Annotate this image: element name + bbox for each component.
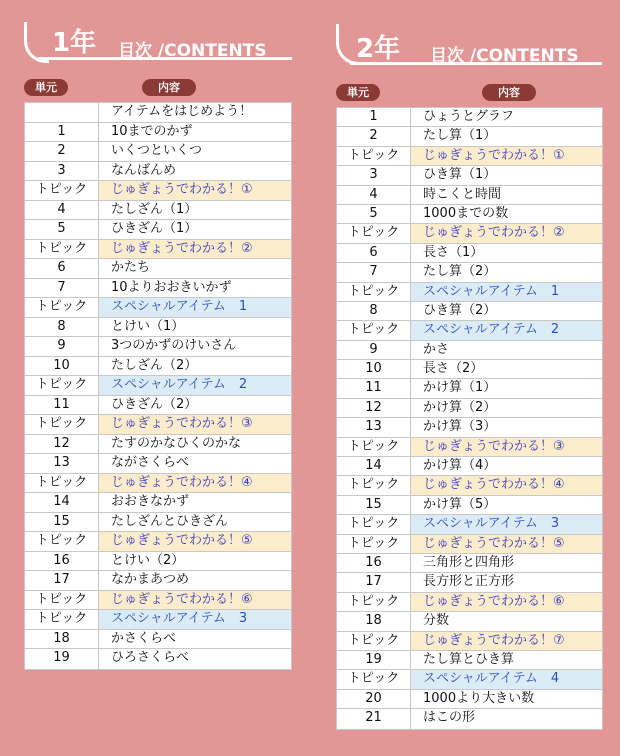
table-row — [25, 493, 291, 513]
content-cell: 1000より大きい数 — [423, 690, 535, 706]
table-row — [25, 298, 291, 318]
table-row — [337, 632, 602, 651]
content-cell: 三角形と四角形 — [423, 554, 515, 570]
topic-cell: じゅぎょうでわかる！④ — [99, 474, 291, 493]
unit-cell: 14 — [25, 493, 99, 512]
table-row — [337, 496, 602, 515]
table-row — [337, 709, 602, 728]
content-cell: はこの形 — [423, 710, 476, 726]
table-row — [25, 474, 291, 494]
unit-cell: 5 — [337, 205, 411, 223]
grade1-title: 1年 — [52, 28, 97, 58]
special-item-cell: スペシャルアイテム 1 — [411, 283, 602, 301]
unit-cell: トピック — [337, 535, 411, 553]
unit-cell: トピック — [337, 224, 411, 242]
table-row — [337, 554, 602, 573]
content-cell: たし算とひき算 — [423, 651, 515, 667]
table-row — [337, 535, 602, 554]
unit-cell: 5 — [25, 220, 99, 239]
table-row — [25, 649, 291, 669]
table-row — [337, 690, 602, 709]
table-row — [25, 123, 291, 143]
table-row — [337, 418, 602, 437]
unit-cell: 6 — [25, 259, 99, 278]
unit-cell: 19 — [25, 649, 99, 669]
topic-cell: じゅぎょうでわかる！② — [99, 240, 291, 259]
topic-cell: じゅぎょうでわかる！⑦ — [411, 632, 602, 650]
unit-cell: 18 — [337, 612, 411, 630]
unit-cell: トピック — [25, 376, 99, 395]
content-cell: なんばんめ — [111, 162, 177, 178]
topic-cell: じゅぎょうでわかる！④ — [411, 476, 602, 494]
content-cell: たしざんとひきざん — [111, 513, 229, 529]
unit-cell: 15 — [25, 513, 99, 532]
topic-cell: じゅぎょうでわかる！② — [411, 224, 602, 242]
unit-cell: トピック — [25, 610, 99, 629]
unit-cell: トピック — [337, 438, 411, 456]
content-cell: たしざん（2） — [111, 357, 198, 373]
topic-cell: じゅぎょうでわかる！⑤ — [99, 532, 291, 551]
table-row — [25, 571, 291, 591]
table-row — [337, 108, 602, 127]
content-cell: ひき算（1） — [423, 167, 497, 183]
unit-cell: 9 — [337, 341, 411, 359]
content-cell: かさくらべ — [111, 630, 177, 646]
unit-cell: 1 — [337, 108, 411, 126]
unit-cell: 2 — [25, 142, 99, 161]
unit-cell: 13 — [337, 418, 411, 436]
special-item-cell: スペシャルアイテム 1 — [99, 298, 291, 317]
unit-cell: 10 — [337, 360, 411, 378]
content-cell: たしざん（1） — [111, 201, 198, 217]
table-row — [337, 186, 602, 205]
table-row — [337, 360, 602, 379]
content-cell: なかまあつめ — [111, 572, 190, 587]
table-row — [337, 593, 602, 612]
table-row — [337, 302, 602, 321]
content-cell: 10よりおおきいかず — [111, 279, 232, 295]
content-cell: ひきざん（2） — [111, 396, 198, 412]
table-row — [25, 610, 291, 630]
content-cell: 長さ（1） — [423, 244, 484, 260]
content-cell: かさ — [423, 341, 450, 357]
table-row — [337, 476, 602, 495]
unit-cell: 3 — [337, 166, 411, 184]
topic-cell: じゅぎょうでわかる！⑥ — [99, 591, 291, 610]
table-row — [337, 515, 602, 534]
unit-cell: トピック — [25, 240, 99, 259]
unit-cell — [25, 103, 99, 122]
unit-cell: トピック — [337, 147, 411, 165]
content-cell: かけ算（1） — [423, 380, 497, 396]
table-row — [337, 670, 602, 689]
unit-cell: 11 — [337, 379, 411, 397]
content-cell: 1000までの数 — [423, 205, 509, 221]
table-row — [337, 205, 602, 224]
table-row — [25, 279, 291, 299]
unit-cell: 17 — [25, 571, 99, 590]
contents-label: 目次 /CONTENTS — [430, 46, 579, 66]
unit-cell: トピック — [25, 474, 99, 493]
unit-cell: 13 — [25, 454, 99, 473]
unit-cell: トピック — [337, 321, 411, 339]
grade2-title: 2年 — [356, 34, 401, 64]
content-cell: ひきざん（1） — [111, 221, 198, 236]
grade2-table — [336, 107, 603, 730]
topic-cell: じゅぎょうでわかる！③ — [99, 415, 291, 434]
table-row — [337, 341, 602, 360]
special-item-cell: スペシャルアイテム 3 — [411, 515, 602, 533]
table-row — [25, 220, 291, 240]
unit-cell: 19 — [337, 651, 411, 669]
content-cell: 10までのかず — [111, 123, 193, 139]
unit-cell: 8 — [25, 318, 99, 337]
unit-cell: 3 — [25, 162, 99, 181]
topic-cell: じゅぎょうでわかる！⑤ — [411, 535, 602, 553]
table-row — [25, 396, 291, 416]
special-item-cell: スペシャルアイテム 3 — [99, 610, 291, 629]
unit-cell: 7 — [337, 263, 411, 281]
content-cell: ひき算（2） — [423, 302, 497, 318]
contents-label: 目次 /CONTENTS — [118, 41, 267, 61]
unit-cell: トピック — [337, 593, 411, 611]
content-cell: とけい（1） — [111, 318, 185, 334]
grade2-column — [336, 0, 602, 726]
table-row — [337, 399, 602, 418]
unit-cell: 12 — [337, 399, 411, 417]
table-row — [25, 532, 291, 552]
unit-cell: トピック — [337, 670, 411, 688]
content-cell: たし算（2） — [423, 264, 497, 280]
table-row — [25, 201, 291, 221]
table-row — [25, 357, 291, 377]
table-row — [25, 337, 291, 357]
content-cell: 長さ（2） — [423, 361, 484, 377]
table-row — [337, 224, 602, 243]
table-row — [25, 552, 291, 572]
table-row — [337, 127, 602, 146]
unit-cell: 4 — [337, 186, 411, 204]
unit-cell: 16 — [25, 552, 99, 571]
table-row — [25, 103, 291, 123]
topic-cell: じゅぎょうでわかる！① — [411, 147, 602, 165]
unit-cell: トピック — [25, 298, 99, 317]
unit-cell: トピック — [337, 515, 411, 533]
content-cell: 3つのかずのけいさん — [111, 338, 237, 353]
table-row — [337, 244, 602, 263]
content-cell: ながさくらべ — [111, 455, 190, 470]
content-cell: かけ算（4） — [423, 458, 497, 474]
content-column-pill: 内容 — [482, 84, 536, 101]
grade2-header — [336, 0, 602, 70]
grade1-table — [24, 102, 292, 670]
content-cell: たし算（1） — [423, 128, 497, 144]
special-item-cell: スペシャルアイテム 2 — [99, 376, 291, 395]
content-cell: 分数 — [423, 613, 450, 629]
table-row — [25, 259, 291, 279]
table-row — [337, 651, 602, 670]
content-cell: 長方形と正方形 — [423, 574, 515, 590]
content-cell: 時こくと時間 — [423, 186, 502, 202]
content-cell: アイテムをはじめよう！ — [111, 104, 253, 119]
table-row — [337, 438, 602, 457]
table-row — [337, 612, 602, 631]
unit-cell: 7 — [25, 279, 99, 298]
special-item-cell: スペシャルアイテム 4 — [411, 670, 602, 688]
table-row — [337, 147, 602, 166]
unit-cell: 1 — [25, 123, 99, 142]
unit-cell: 12 — [25, 435, 99, 454]
grade1-column — [24, 0, 292, 665]
unit-cell: 20 — [337, 690, 411, 708]
unit-column-pill: 単元 — [336, 84, 380, 101]
table-row — [337, 166, 602, 185]
table-row — [25, 318, 291, 338]
content-cell: おおきなかず — [111, 494, 190, 509]
content-cell: とけい（2） — [111, 552, 185, 568]
table-row — [337, 379, 602, 398]
table-row — [337, 573, 602, 592]
table-row — [25, 162, 291, 182]
table-row — [337, 321, 602, 340]
content-cell: かけ算（5） — [423, 496, 497, 512]
table-row — [25, 513, 291, 533]
table-row — [25, 591, 291, 611]
topic-cell: じゅぎょうでわかる！⑥ — [411, 593, 602, 611]
unit-cell: トピック — [25, 415, 99, 434]
table-row — [25, 454, 291, 474]
table-row — [25, 376, 291, 396]
unit-cell: 2 — [337, 127, 411, 145]
content-cell: ひろさくらべ — [111, 650, 190, 665]
table-row — [337, 263, 602, 282]
content-cell: いくつといくつ — [111, 143, 203, 158]
table-row — [25, 435, 291, 455]
unit-cell: トピック — [25, 532, 99, 551]
unit-cell: トピック — [337, 476, 411, 494]
content-cell: かたち — [111, 260, 151, 275]
unit-cell: 14 — [337, 457, 411, 475]
content-cell: たすのかなひくのかな — [111, 435, 242, 451]
table-row — [25, 415, 291, 435]
unit-cell: トピック — [337, 283, 411, 301]
unit-cell: 11 — [25, 396, 99, 415]
unit-cell: 21 — [337, 709, 411, 728]
grade1-header — [24, 0, 292, 70]
topic-cell: じゅぎょうでわかる！① — [99, 181, 291, 200]
unit-cell: トピック — [25, 591, 99, 610]
table-row — [25, 240, 291, 260]
unit-cell: 15 — [337, 496, 411, 514]
unit-cell: 8 — [337, 302, 411, 320]
content-cell: ひょうとグラフ — [423, 109, 515, 124]
topic-cell: じゅぎょうでわかる！③ — [411, 438, 602, 456]
table-row — [25, 630, 291, 650]
table-row — [25, 142, 291, 162]
unit-cell: 10 — [25, 357, 99, 376]
content-column-pill: 内容 — [142, 79, 196, 96]
unit-cell: 17 — [337, 573, 411, 591]
table-row — [337, 283, 602, 302]
unit-cell: 6 — [337, 244, 411, 262]
unit-cell: 18 — [25, 630, 99, 649]
unit-cell: 16 — [337, 554, 411, 572]
table-row — [337, 457, 602, 476]
unit-cell: 4 — [25, 201, 99, 220]
content-cell: かけ算（2） — [423, 399, 497, 415]
unit-cell: トピック — [337, 632, 411, 650]
table-row — [25, 181, 291, 201]
unit-column-pill: 単元 — [24, 79, 68, 96]
content-cell: かけ算（3） — [423, 419, 497, 435]
special-item-cell: スペシャルアイテム 2 — [411, 321, 602, 339]
unit-cell: トピック — [25, 181, 99, 200]
unit-cell: 9 — [25, 337, 99, 356]
